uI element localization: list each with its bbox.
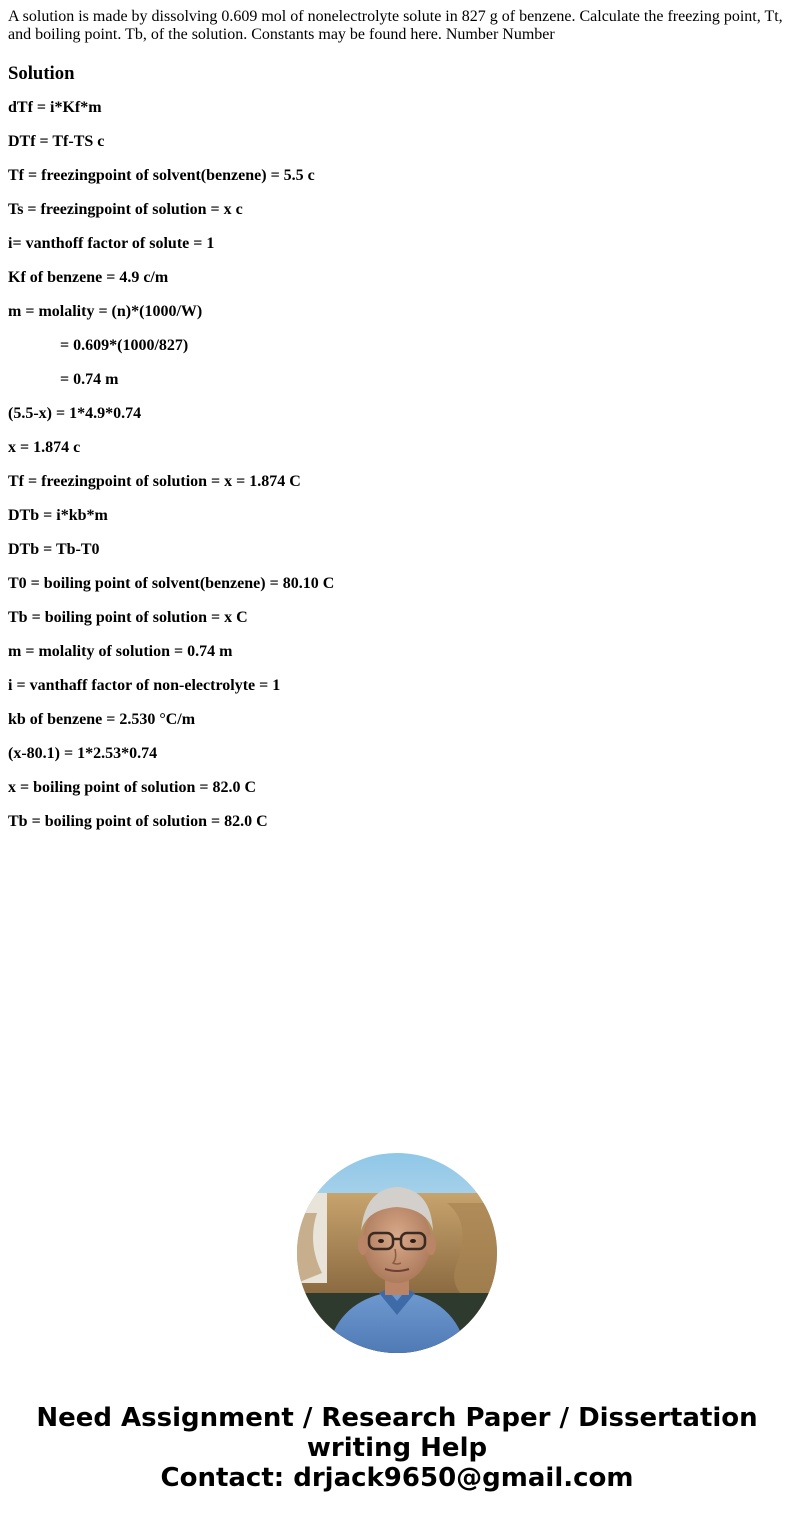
- promo-line-2: writing Help: [306, 1433, 488, 1463]
- solution-step: DTf = Tf-TS c: [8, 133, 105, 150]
- solution-steps: [8, 99, 786, 831]
- solution-step: x = 1.874 c: [8, 439, 81, 456]
- solution-step: = 0.74 m: [60, 371, 119, 388]
- solution-step: DTb = Tb-T0: [8, 541, 100, 558]
- solution-step: dTf = i*Kf*m: [8, 99, 102, 116]
- solution-step: kb of benzene = 2.530 °C/m: [8, 711, 196, 728]
- solution-heading: Solution: [8, 63, 75, 84]
- portrait-photo: [297, 1153, 497, 1353]
- solution-step: i= vanthoff factor of solute = 1: [8, 235, 215, 252]
- solution-step: m = molality = (n)*(1000/W): [8, 303, 203, 320]
- solution-step: Kf of benzene = 4.9 c/m: [8, 269, 169, 286]
- question-text: A solution is made by dissolving 0.609 mol of nonelectrolyte solute in 827 g of benzene. Calculate the freezing point, Tt, and boiling point. Tb, of the solution. Constants may be found here. Number Number: [8, 8, 783, 43]
- solution-step: = 0.609*(1000/827): [60, 337, 189, 354]
- solution-step: (x-80.1) = 1*2.53*0.74: [8, 745, 158, 762]
- solution-step: m = molality of solution = 0.74 m: [8, 643, 233, 660]
- solution-step: DTb = i*kb*m: [8, 507, 108, 524]
- solution-step: Ts = freezingpoint of solution = x c: [8, 201, 243, 218]
- promo-banner: [0, 1403, 794, 1493]
- solution-step: Tb = boiling point of solution = x C: [8, 609, 248, 626]
- solution-step: T0 = boiling point of solvent(benzene) = 80.10 C: [8, 575, 335, 592]
- solution-step: i = vanthaff factor of non-electrolyte = 1: [8, 677, 281, 694]
- promo-line-1: Need Assignment / Research Paper / Dissertation: [36, 1403, 758, 1433]
- avatar: [297, 1153, 497, 1353]
- page-content: [8, 8, 786, 847]
- solution-step: Tf = freezingpoint of solvent(benzene) = 5.5 c: [8, 167, 315, 184]
- solution-step: Tb = boiling point of solution = 82.0 C: [8, 813, 268, 830]
- solution-step: (5.5-x) = 1*4.9*0.74: [8, 405, 142, 422]
- promo-contact: Contact: drjack9650@gmail.com: [160, 1463, 634, 1493]
- solution-step: Tf = freezingpoint of solution = x = 1.874 C: [8, 473, 301, 490]
- solution-step: x = boiling point of solution = 82.0 C: [8, 779, 257, 796]
